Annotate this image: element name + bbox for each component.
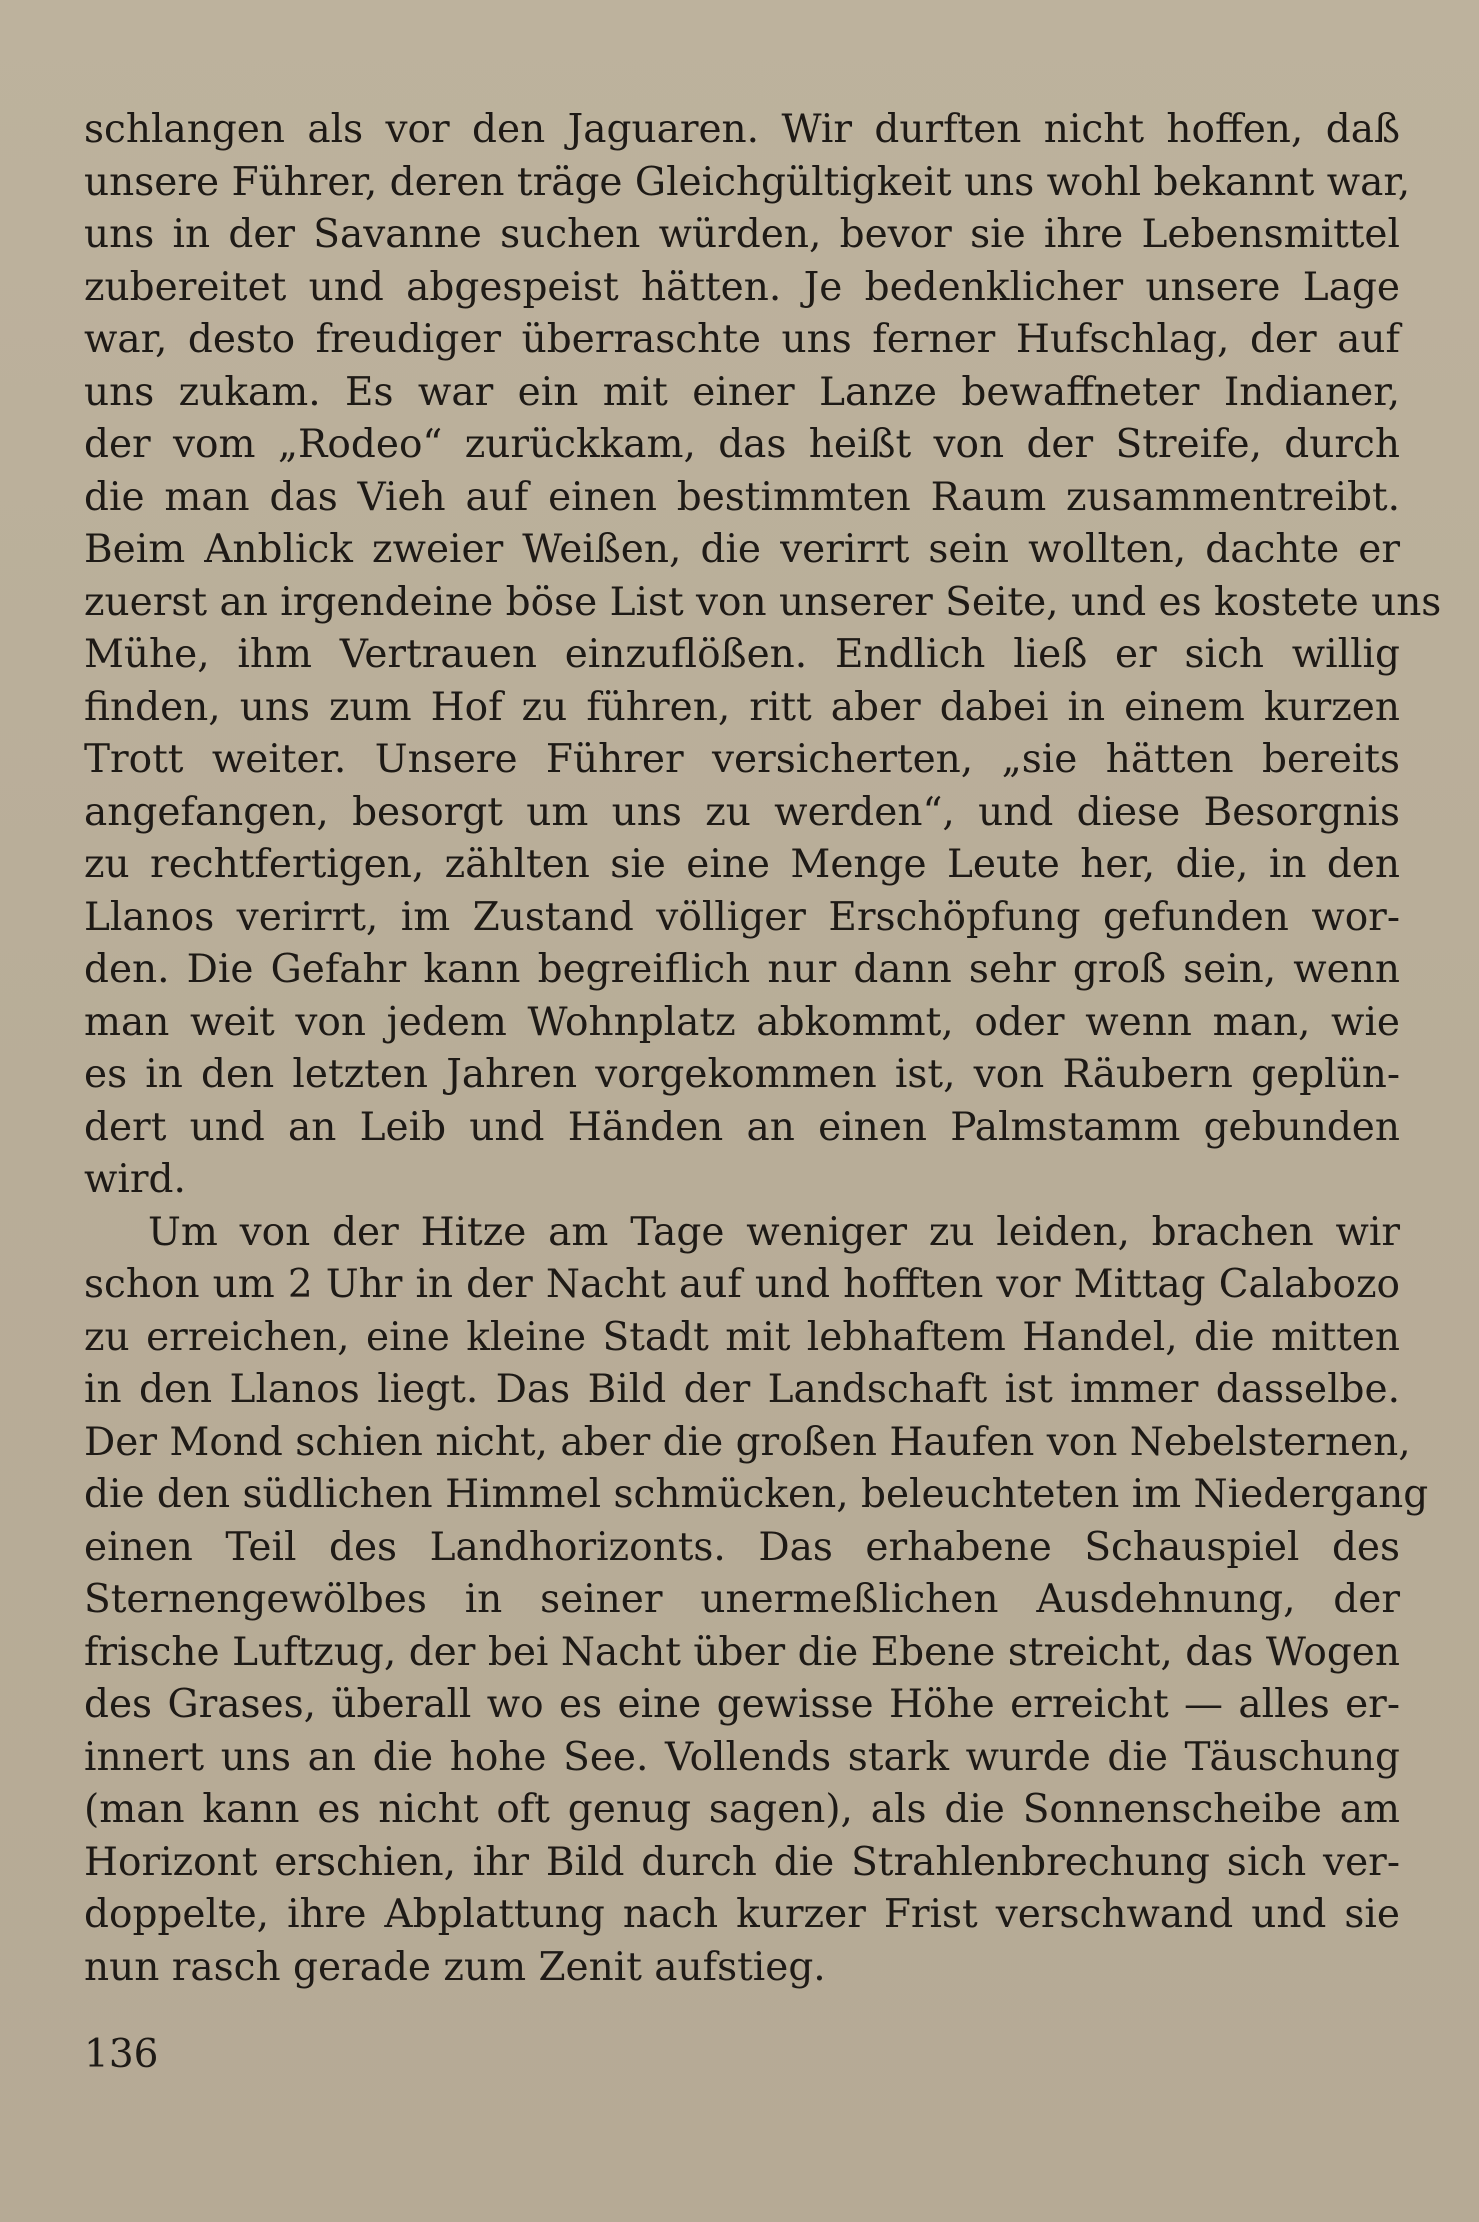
text-line: es in den letzten Jahren vorgekommen ist, von Räubern geplün- — [84, 1052, 1400, 1097]
text-line: Beim Anblick zweier Weißen, die verirrt sein wollten, dachte er — [84, 527, 1400, 572]
text-line: Um von der Hitze am Tage weniger zu leiden, brachen wir — [148, 1209, 1400, 1255]
text-line: doppelte, ihre Abplattung nach kurzer Frist verschwand und sie — [84, 1892, 1400, 1937]
text-line: nun rasch gerade zum Zenit aufstieg. — [84, 1944, 826, 1990]
text-line: zu rechtfertigen, zählten sie eine Menge Leute her, die, in den — [84, 842, 1400, 887]
text-line: frische Luftzug, der bei Nacht über die Ebene streicht, das Wogen — [84, 1629, 1400, 1675]
text-line: dert und an Leib und Händen an einen Palmstamm gebunden — [84, 1104, 1400, 1150]
text-line: innert uns an die hohe See. Vollends stark wurde die Täuschung — [84, 1734, 1400, 1780]
text-line: wird. — [84, 1157, 186, 1202]
text-line: war, desto freudiger überraschte uns ferner Hufschlag, der auf — [84, 317, 1400, 362]
page-number: 136 — [84, 2032, 159, 2077]
text-line: Mühe, ihm Vertrauen einzuflößen. Endlich ließ er sich willig — [84, 632, 1400, 677]
text-line: Der Mond schien nicht, aber die großen Haufen von Nebelsternen, — [84, 1419, 1411, 1465]
text-line: des Grases, überall wo es eine gewisse Höhe erreicht — alles er- — [84, 1682, 1400, 1727]
text-line: zuerst an irgendeine böse List von unserer Seite, und es kostete uns — [84, 579, 1442, 625]
text-line: man weit von jedem Wohnplatz abkommt, oder wenn man, wie — [84, 999, 1400, 1045]
text-line: Horizont erschien, ihr Bild durch die Strahlenbrechung sich ver- — [84, 1839, 1400, 1885]
text-line: Llanos verirrt, im Zustand völliger Erschöpfung gefunden wor- — [84, 894, 1400, 940]
text-line: angefangen, besorgt um uns zu werden“, und diese Besorgnis — [84, 789, 1400, 835]
text-line: die den südlichen Himmel schmücken, beleuchteten im Niedergang — [84, 1472, 1429, 1517]
text-line: unsere Führer, deren träge Gleichgültigkeit uns wohl bekannt war, — [84, 159, 1411, 205]
text-line: Sternengewölbes in seiner unermeßlichen Ausdehnung, der — [84, 1577, 1400, 1622]
text-line: der vom „Rodeo“ zurückkam, das heißt von der Streife, durch — [84, 422, 1400, 467]
text-line: schon um 2 Uhr in der Nacht auf und hofften vor Mittag Calabozo — [84, 1262, 1400, 1307]
text-line: zu erreichen, eine kleine Stadt mit lebhaftem Handel, die mitten — [84, 1314, 1400, 1360]
text-line: finden, uns zum Hof zu führen, ritt aber dabei in einem kurzen — [84, 684, 1400, 730]
text-line: zubereitet und abgespeist hätten. Je bedenklicher unsere Lage — [84, 264, 1400, 310]
text-line: einen Teil des Landhorizonts. Das erhabene Schauspiel des — [84, 1524, 1400, 1570]
text-line: uns in der Savanne suchen würden, bevor sie ihre Lebensmittel — [84, 212, 1400, 257]
text-line: schlangen als vor den Jaguaren. Wir durften nicht hoffen, daß — [84, 107, 1400, 152]
text-line: die man das Vieh auf einen bestimmten Raum zusammentreibt. — [84, 474, 1400, 520]
text-line: in den Llanos liegt. Das Bild der Landschaft ist immer dasselbe. — [84, 1367, 1400, 1412]
text-line: uns zukam. Es war ein mit einer Lanze bewaffneter Indianer, — [84, 369, 1400, 415]
body-text — [84, 104, 1442, 1994]
text-line: (man kann es nicht oft genug sagen), als die Sonnenscheibe am — [84, 1787, 1400, 1832]
text-line: Trott weiter. Unsere Führer versicherten, „sie hätten bereits — [84, 737, 1400, 782]
text-line: den. Die Gefahr kann begreiflich nur dann sehr groß sein, wenn — [84, 947, 1400, 992]
